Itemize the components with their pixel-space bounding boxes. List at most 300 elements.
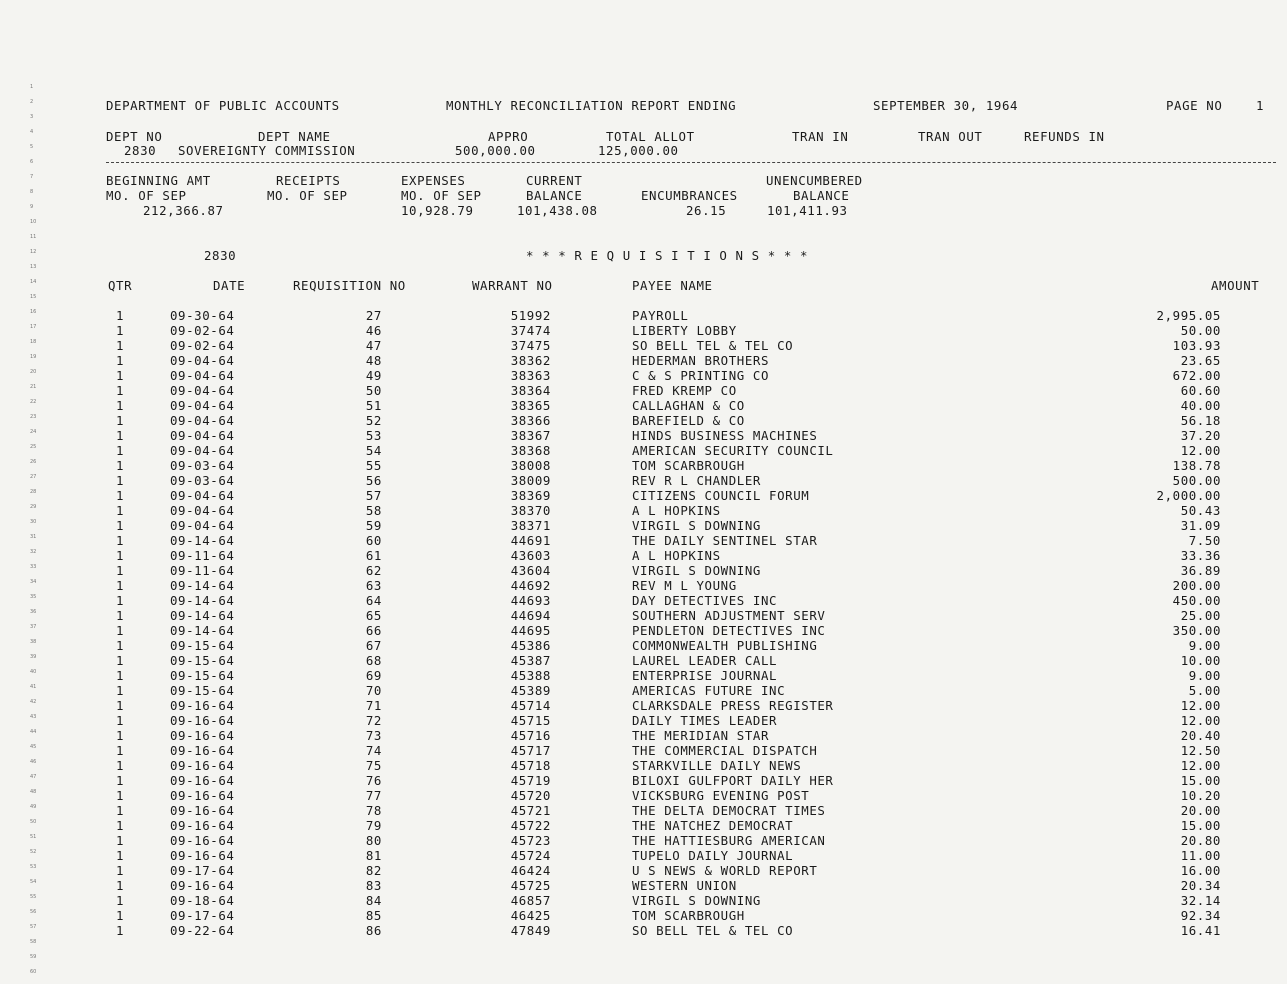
beginning-amt-value: 212,366.87	[143, 203, 224, 218]
row-warrant-no: 45715	[510, 713, 551, 728]
row-payee-name: TUPELO DAILY JOURNAL	[632, 848, 794, 863]
margin-line-number: 36	[30, 609, 37, 615]
margin-line-number: 46	[30, 759, 37, 765]
margin-line-number: 56	[30, 909, 37, 915]
margin-line-number: 19	[30, 354, 37, 360]
row-qtr: 1	[116, 353, 125, 368]
row-warrant-no: 51992	[510, 308, 551, 323]
table-row	[0, 833, 1287, 848]
margin-line-number: 24	[30, 429, 37, 435]
row-warrant-no: 47849	[510, 923, 551, 938]
row-requisition-no: 65	[365, 608, 382, 623]
table-row	[0, 713, 1287, 728]
row-date: 09-11-64	[170, 563, 235, 578]
row-warrant-no: 45721	[510, 803, 551, 818]
row-payee-name: FRED KREMP CO	[632, 383, 737, 398]
row-qtr: 1	[116, 698, 125, 713]
beginning-amt-label: BEGINNING AMT	[106, 173, 211, 188]
dept-name-label: DEPT NAME	[258, 129, 331, 144]
row-date: 09-14-64	[170, 533, 235, 548]
table-row	[0, 803, 1287, 818]
row-date: 09-04-64	[170, 413, 235, 428]
row-date: 09-16-64	[170, 758, 235, 773]
expenses-value: 10,928.79	[401, 203, 474, 218]
row-date: 09-03-64	[170, 458, 235, 473]
margin-line-number: 26	[30, 459, 37, 465]
table-row	[0, 353, 1287, 368]
margin-line-number: 48	[30, 789, 37, 795]
row-warrant-no: 44691	[510, 533, 551, 548]
encumbrances-label: ENCUMBRANCES	[641, 188, 738, 203]
row-amount: 32.14	[1180, 893, 1221, 908]
row-qtr: 1	[116, 458, 125, 473]
column-header-qtr: QTR	[108, 278, 133, 293]
row-date: 09-04-64	[170, 518, 235, 533]
margin-line-number: 18	[30, 339, 37, 345]
margin-line-number: 13	[30, 264, 37, 270]
row-requisition-no: 61	[365, 548, 382, 563]
margin-line-number: 44	[30, 729, 37, 735]
row-qtr: 1	[116, 728, 125, 743]
margin-line-number: 37	[30, 624, 37, 630]
row-payee-name: TOM SCARBROUGH	[632, 908, 745, 923]
row-qtr: 1	[116, 368, 125, 383]
row-payee-name: VIRGIL S DOWNING	[632, 518, 761, 533]
row-requisition-no: 52	[365, 413, 382, 428]
row-payee-name: VIRGIL S DOWNING	[632, 563, 761, 578]
row-date: 09-16-64	[170, 713, 235, 728]
row-requisition-no: 76	[365, 773, 382, 788]
margin-line-number: 30	[30, 519, 37, 525]
row-warrant-no: 45716	[510, 728, 551, 743]
row-amount: 33.36	[1180, 548, 1221, 563]
row-amount: 20.34	[1180, 878, 1221, 893]
row-date: 09-14-64	[170, 608, 235, 623]
page-number: 1	[1256, 98, 1265, 113]
row-date: 09-16-64	[170, 833, 235, 848]
row-amount: 12.00	[1180, 698, 1221, 713]
row-date: 09-15-64	[170, 683, 235, 698]
row-date: 09-15-64	[170, 653, 235, 668]
total-allot-label: TOTAL ALLOT	[606, 129, 695, 144]
row-amount: 20.80	[1180, 833, 1221, 848]
table-row	[0, 458, 1287, 473]
row-amount: 23.65	[1180, 353, 1221, 368]
row-requisition-no: 47	[365, 338, 382, 353]
margin-line-number: 38	[30, 639, 37, 645]
row-qtr: 1	[116, 743, 125, 758]
row-date: 09-04-64	[170, 353, 235, 368]
row-payee-name: VICKSBURG EVENING POST	[632, 788, 810, 803]
row-requisition-no: 83	[365, 878, 382, 893]
margin-line-number: 35	[30, 594, 37, 600]
margin-line-number: 57	[30, 924, 37, 930]
row-amount: 16.00	[1180, 863, 1221, 878]
row-payee-name: WESTERN UNION	[632, 878, 737, 893]
table-row	[0, 863, 1287, 878]
unencumbered-value: 101,411.93	[767, 203, 848, 218]
row-payee-name: AMERICAN SECURITY COUNCIL	[632, 443, 834, 458]
row-warrant-no: 45717	[510, 743, 551, 758]
margin-line-number: 7	[30, 174, 34, 180]
margin-line-number: 42	[30, 699, 37, 705]
row-requisition-no: 63	[365, 578, 382, 593]
row-requisition-no: 27	[365, 308, 382, 323]
table-row	[0, 578, 1287, 593]
row-warrant-no: 38371	[510, 518, 551, 533]
row-amount: 50.00	[1180, 323, 1221, 338]
row-qtr: 1	[116, 383, 125, 398]
row-date: 09-16-64	[170, 743, 235, 758]
row-amount: 15.00	[1180, 773, 1221, 788]
row-payee-name: TOM SCARBROUGH	[632, 458, 745, 473]
row-payee-name: CALLAGHAN & CO	[632, 398, 745, 413]
row-payee-name: BAREFIELD & CO	[632, 413, 745, 428]
row-qtr: 1	[116, 308, 125, 323]
row-qtr: 1	[116, 908, 125, 923]
row-qtr: 1	[116, 338, 125, 353]
row-warrant-no: 46424	[510, 863, 551, 878]
row-requisition-no: 57	[365, 488, 382, 503]
row-warrant-no: 38364	[510, 383, 551, 398]
tran-out-label: TRAN OUT	[918, 129, 983, 144]
row-warrant-no: 38009	[510, 473, 551, 488]
row-payee-name: SO BELL TEL & TEL CO	[632, 923, 794, 938]
row-qtr: 1	[116, 758, 125, 773]
row-payee-name: A L HOPKINS	[632, 503, 721, 518]
total-allot-value: 125,000.00	[598, 143, 679, 158]
row-payee-name: REV M L YOUNG	[632, 578, 737, 593]
row-payee-name: DAILY TIMES LEADER	[632, 713, 778, 728]
row-payee-name: AMERICAS FUTURE INC	[632, 683, 786, 698]
row-warrant-no: 45387	[510, 653, 551, 668]
table-row	[0, 368, 1287, 383]
row-date: 09-02-64	[170, 323, 235, 338]
row-qtr: 1	[116, 653, 125, 668]
row-requisition-no: 62	[365, 563, 382, 578]
row-warrant-no: 44692	[510, 578, 551, 593]
row-warrant-no: 43604	[510, 563, 551, 578]
row-requisition-no: 51	[365, 398, 382, 413]
row-amount: 16.41	[1180, 923, 1221, 938]
row-qtr: 1	[116, 638, 125, 653]
row-warrant-no: 44694	[510, 608, 551, 623]
row-qtr: 1	[116, 683, 125, 698]
row-requisition-no: 50	[365, 383, 382, 398]
row-qtr: 1	[116, 623, 125, 638]
margin-line-number: 29	[30, 504, 37, 510]
beginning-month-label: MO. OF SEP	[106, 188, 187, 203]
row-warrant-no: 44693	[510, 593, 551, 608]
table-row	[0, 638, 1287, 653]
margin-line-number: 6	[30, 159, 34, 165]
row-payee-name: CITIZENS COUNCIL FORUM	[632, 488, 810, 503]
row-qtr: 1	[116, 443, 125, 458]
dept-name-value: SOVEREIGNTY COMMISSION	[178, 143, 356, 158]
margin-line-number: 31	[30, 534, 37, 540]
row-payee-name: THE DAILY SENTINEL STAR	[632, 533, 818, 548]
row-payee-name: COMMONWEALTH PUBLISHING	[632, 638, 818, 653]
row-date: 09-04-64	[170, 443, 235, 458]
row-warrant-no: 38366	[510, 413, 551, 428]
row-requisition-no: 67	[365, 638, 382, 653]
table-row	[0, 383, 1287, 398]
row-qtr: 1	[116, 488, 125, 503]
row-requisition-no: 54	[365, 443, 382, 458]
margin-line-number: 3	[30, 114, 34, 120]
row-amount: 37.20	[1180, 428, 1221, 443]
row-payee-name: SO BELL TEL & TEL CO	[632, 338, 794, 353]
row-date: 09-02-64	[170, 338, 235, 353]
row-date: 09-03-64	[170, 473, 235, 488]
row-requisition-no: 75	[365, 758, 382, 773]
row-qtr: 1	[116, 818, 125, 833]
row-payee-name: CLARKSDALE PRESS REGISTER	[632, 698, 834, 713]
margin-line-number: 5	[30, 144, 34, 150]
dept-no-label: DEPT NO	[106, 129, 163, 144]
row-amount: 5.00	[1188, 683, 1221, 698]
row-date: 09-11-64	[170, 548, 235, 563]
row-amount: 9.00	[1188, 638, 1221, 653]
margin-line-number: 54	[30, 879, 37, 885]
row-qtr: 1	[116, 773, 125, 788]
row-payee-name: THE HATTIESBURG AMERICAN	[632, 833, 826, 848]
row-date: 09-17-64	[170, 908, 235, 923]
row-date: 09-22-64	[170, 923, 235, 938]
receipts-label: RECEIPTS	[276, 173, 341, 188]
row-requisition-no: 82	[365, 863, 382, 878]
row-amount: 9.00	[1188, 668, 1221, 683]
row-warrant-no: 45723	[510, 833, 551, 848]
margin-line-number: 51	[30, 834, 37, 840]
tran-in-label: TRAN IN	[792, 129, 849, 144]
row-requisition-no: 70	[365, 683, 382, 698]
row-qtr: 1	[116, 923, 125, 938]
row-warrant-no: 38362	[510, 353, 551, 368]
row-warrant-no: 38369	[510, 488, 551, 503]
margin-line-number: 32	[30, 549, 37, 555]
encumbrances-value: 26.15	[686, 203, 727, 218]
row-warrant-no: 38363	[510, 368, 551, 383]
current-balance-value: 101,438.08	[517, 203, 598, 218]
margin-line-number: 28	[30, 489, 37, 495]
row-amount: 15.00	[1180, 818, 1221, 833]
row-date: 09-17-64	[170, 863, 235, 878]
row-qtr: 1	[116, 788, 125, 803]
row-requisition-no: 84	[365, 893, 382, 908]
row-requisition-no: 73	[365, 728, 382, 743]
row-qtr: 1	[116, 518, 125, 533]
margin-line-number: 12	[30, 249, 37, 255]
row-date: 09-16-64	[170, 773, 235, 788]
table-row	[0, 323, 1287, 338]
row-payee-name: THE NATCHEZ DEMOCRAT	[632, 818, 794, 833]
row-payee-name: SOUTHERN ADJUSTMENT SERV	[632, 608, 826, 623]
row-date: 09-14-64	[170, 578, 235, 593]
row-amount: 20.00	[1180, 803, 1221, 818]
row-requisition-no: 78	[365, 803, 382, 818]
row-date: 09-04-64	[170, 488, 235, 503]
row-amount: 12.00	[1180, 713, 1221, 728]
row-requisition-no: 68	[365, 653, 382, 668]
margin-line-number: 40	[30, 669, 37, 675]
page-label: PAGE NO	[1166, 98, 1223, 113]
row-requisition-no: 79	[365, 818, 382, 833]
row-requisition-no: 80	[365, 833, 382, 848]
row-date: 09-15-64	[170, 668, 235, 683]
row-date: 09-16-64	[170, 788, 235, 803]
row-qtr: 1	[116, 863, 125, 878]
margin-line-number: 58	[30, 939, 37, 945]
row-date: 09-15-64	[170, 638, 235, 653]
row-amount: 672.00	[1172, 368, 1221, 383]
row-qtr: 1	[116, 548, 125, 563]
row-qtr: 1	[116, 713, 125, 728]
row-amount: 350.00	[1172, 623, 1221, 638]
section-title: * * * R E Q U I S I T I O N S * * *	[526, 248, 809, 263]
row-requisition-no: 46	[365, 323, 382, 338]
row-warrant-no: 45388	[510, 668, 551, 683]
table-row	[0, 548, 1287, 563]
refunds-in-label: REFUNDS IN	[1024, 129, 1105, 144]
table-row	[0, 443, 1287, 458]
table-row	[0, 683, 1287, 698]
row-amount: 11.00	[1180, 848, 1221, 863]
row-requisition-no: 53	[365, 428, 382, 443]
margin-line-number: 10	[30, 219, 37, 225]
margin-line-number: 33	[30, 564, 37, 570]
row-warrant-no: 45719	[510, 773, 551, 788]
row-warrant-no: 45725	[510, 878, 551, 893]
row-qtr: 1	[116, 893, 125, 908]
row-warrant-no: 45714	[510, 698, 551, 713]
row-amount: 36.89	[1180, 563, 1221, 578]
row-requisition-no: 56	[365, 473, 382, 488]
row-requisition-no: 69	[365, 668, 382, 683]
margin-line-number: 17	[30, 324, 37, 330]
row-payee-name: VIRGIL S DOWNING	[632, 893, 761, 908]
column-header-requisition: REQUISITION NO	[293, 278, 406, 293]
row-qtr: 1	[116, 413, 125, 428]
row-warrant-no: 37474	[510, 323, 551, 338]
row-date: 09-16-64	[170, 728, 235, 743]
row-amount: 31.09	[1180, 518, 1221, 533]
row-warrant-no: 46425	[510, 908, 551, 923]
row-amount: 2,000.00	[1156, 488, 1221, 503]
row-warrant-no: 46857	[510, 893, 551, 908]
row-warrant-no: 43603	[510, 548, 551, 563]
table-row	[0, 608, 1287, 623]
expenses-label: EXPENSES	[401, 173, 466, 188]
row-warrant-no: 45724	[510, 848, 551, 863]
expenses-month-label: MO. OF SEP	[401, 188, 482, 203]
row-warrant-no: 45386	[510, 638, 551, 653]
margin-line-number: 8	[30, 189, 34, 195]
row-qtr: 1	[116, 533, 125, 548]
table-row	[0, 908, 1287, 923]
unencumbered-balance-label: BALANCE	[793, 188, 850, 203]
table-row	[0, 893, 1287, 908]
report-agency: DEPARTMENT OF PUBLIC ACCOUNTS	[106, 98, 340, 113]
row-date: 09-16-64	[170, 818, 235, 833]
margin-line-number: 50	[30, 819, 37, 825]
row-date: 09-04-64	[170, 428, 235, 443]
row-qtr: 1	[116, 563, 125, 578]
row-payee-name: HEDERMAN BROTHERS	[632, 353, 770, 368]
row-amount: 12.00	[1180, 758, 1221, 773]
row-amount: 2,995.05	[1156, 308, 1221, 323]
row-payee-name: REV R L CHANDLER	[632, 473, 761, 488]
row-requisition-no: 58	[365, 503, 382, 518]
row-warrant-no: 45389	[510, 683, 551, 698]
margin-line-number: 55	[30, 894, 37, 900]
row-qtr: 1	[116, 878, 125, 893]
table-row	[0, 428, 1287, 443]
margin-line-number: 1	[30, 84, 34, 90]
row-qtr: 1	[116, 323, 125, 338]
row-amount: 50.43	[1180, 503, 1221, 518]
table-row	[0, 923, 1287, 938]
margin-line-number: 39	[30, 654, 37, 660]
row-date: 09-04-64	[170, 398, 235, 413]
row-payee-name: ENTERPRISE JOURNAL	[632, 668, 778, 683]
row-payee-name: PAYROLL	[632, 308, 689, 323]
margin-line-number: 53	[30, 864, 37, 870]
row-date: 09-16-64	[170, 698, 235, 713]
current-balance-label: BALANCE	[526, 188, 583, 203]
margin-line-number: 15	[30, 294, 37, 300]
dept-no-value: 2830	[124, 143, 157, 158]
table-row	[0, 518, 1287, 533]
row-amount: 12.00	[1180, 443, 1221, 458]
row-date: 09-16-64	[170, 803, 235, 818]
table-row	[0, 413, 1287, 428]
table-row	[0, 773, 1287, 788]
appro-label: APPRO	[488, 129, 529, 144]
row-qtr: 1	[116, 833, 125, 848]
appro-value: 500,000.00	[455, 143, 536, 158]
row-requisition-no: 49	[365, 368, 382, 383]
row-requisition-no: 64	[365, 593, 382, 608]
margin-line-number: 9	[30, 204, 34, 210]
row-requisition-no: 66	[365, 623, 382, 638]
row-warrant-no: 38365	[510, 398, 551, 413]
margin-line-number: 59	[30, 954, 37, 960]
row-warrant-no: 45722	[510, 818, 551, 833]
row-amount: 56.18	[1180, 413, 1221, 428]
row-payee-name: BILOXI GULFPORT DAILY HER	[632, 773, 834, 788]
row-date: 09-14-64	[170, 593, 235, 608]
row-qtr: 1	[116, 503, 125, 518]
row-amount: 200.00	[1172, 578, 1221, 593]
table-row	[0, 593, 1287, 608]
table-row	[0, 338, 1287, 353]
row-qtr: 1	[116, 848, 125, 863]
row-qtr: 1	[116, 668, 125, 683]
row-requisition-no: 60	[365, 533, 382, 548]
row-qtr: 1	[116, 398, 125, 413]
margin-line-number: 43	[30, 714, 37, 720]
row-date: 09-14-64	[170, 623, 235, 638]
row-amount: 103.93	[1172, 338, 1221, 353]
receipts-month-label: MO. OF SEP	[267, 188, 348, 203]
row-amount: 25.00	[1180, 608, 1221, 623]
row-amount: 12.50	[1180, 743, 1221, 758]
row-qtr: 1	[116, 608, 125, 623]
unencumbered-label: UNENCUMBERED	[766, 173, 863, 188]
row-warrant-no: 45718	[510, 758, 551, 773]
row-requisition-no: 74	[365, 743, 382, 758]
